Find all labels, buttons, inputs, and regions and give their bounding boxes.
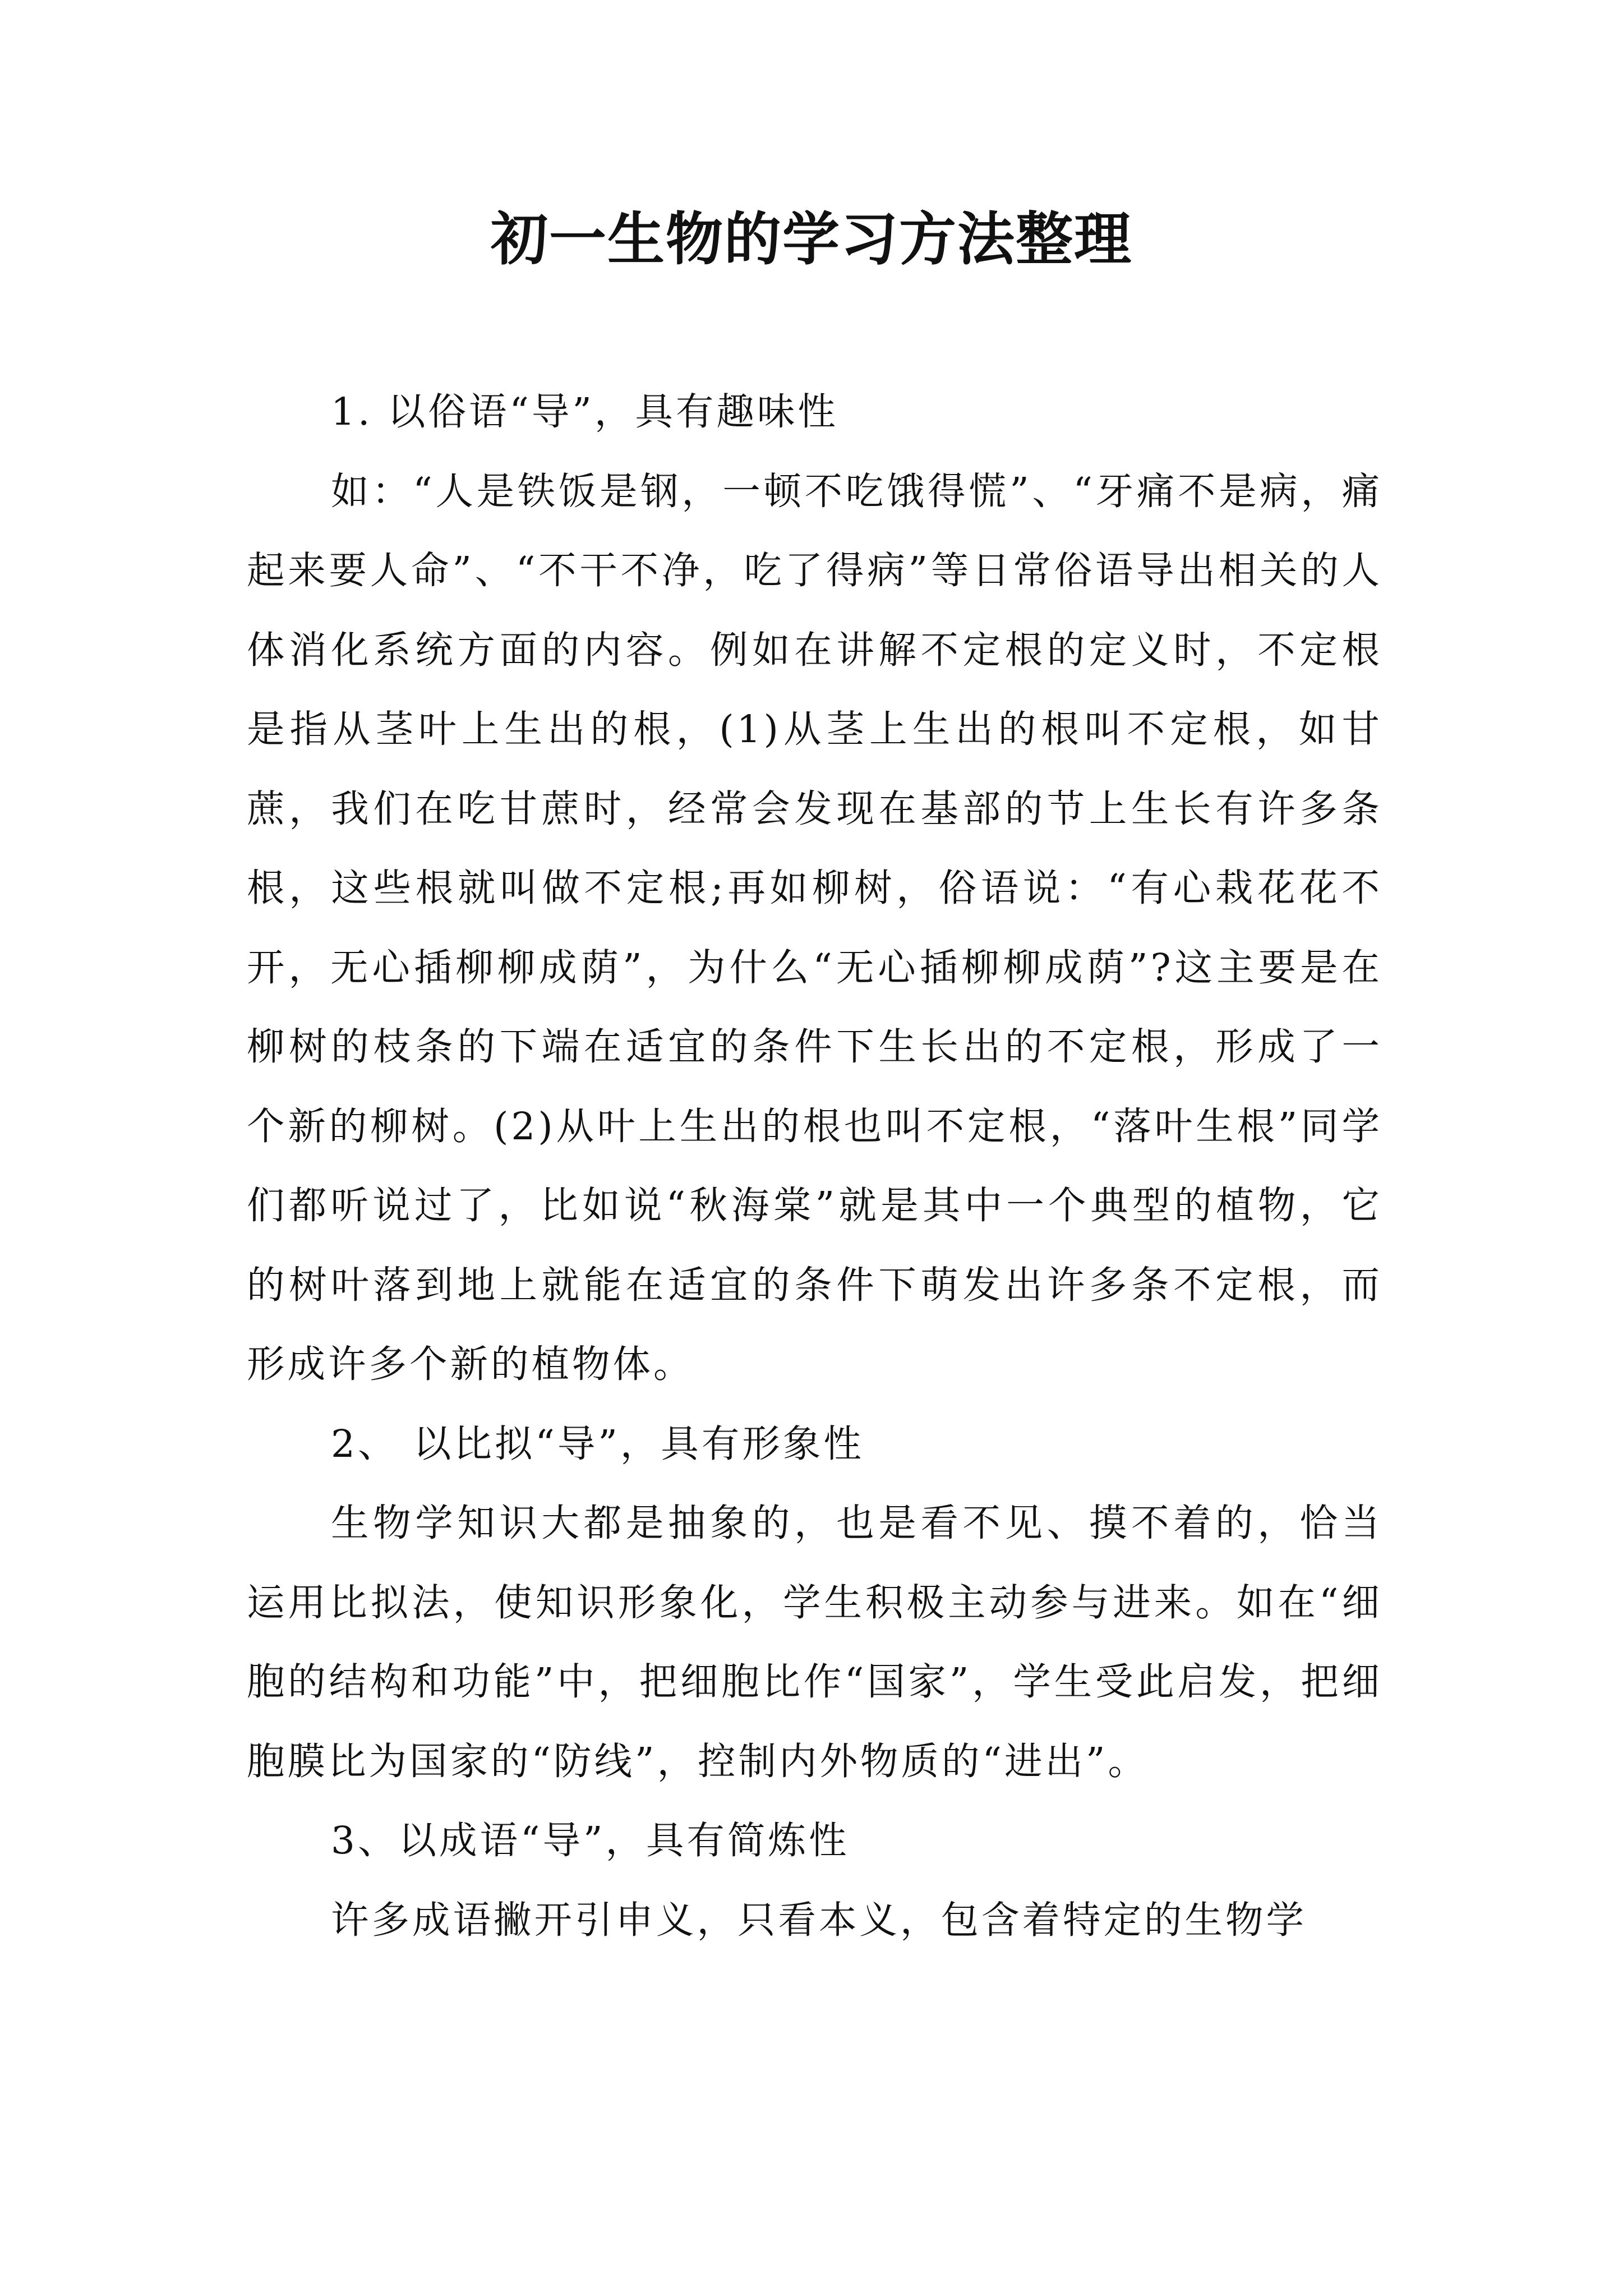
heading-folk-sayings: 1. 以俗语“导”，具有趣味性 — [331, 389, 838, 434]
paragraph-idioms: 许多成语撇开引申义，只看本义，包含着特定的生物学 — [331, 1897, 1307, 1942]
heading-analogy: 2、 以比拟“导”，具有形象性 — [331, 1421, 864, 1466]
paragraph-folk-sayings: 如：“人是铁饭是钢，一顿不吃饿得慌”、“牙痛不是病，痛起来要人命”、“不干不净，吃了得病”等日常俗语导出相关的人体消化系统方面的内容。例如在讲解不定根的定义时，不定根是指从茎叶上生出的根，(1)从茎上生出的根叫不定根，如甘蔗，我们在吃甘蔗时，经常会发现在基部的节上生长有许多条根，这些根就叫做不定根;再如柳树，俗语说：“有心栽花花不开，无心插柳柳成荫”，为什么“无心插柳柳成荫”?这主要是在柳树的枝条的下端在适宜的条件下生长出的不定根，形成了一个新的柳树。(2)从叶上生出的根也叫不定根，“落叶生根”同学们都听说过了，比如说“秋海棠”就是其中一个典型的植物，它的树叶落到地上就能在适宜的条件下萌发出许多条不定根，而形成许多个新的植物体。 — [247, 468, 1382, 1386]
document-title: 初一生物的学习方法整理 — [491, 206, 1132, 273]
document-body — [247, 372, 1382, 1959]
heading-idioms: 3、以成语“导”，具有简炼性 — [331, 1818, 850, 1862]
paragraph-analogy: 生物学知识大都是抽象的，也是看不见、摸不着的，恰当运用比拟法，使知识形象化，学生积极主动参与进来。如在“细胞的结构和功能”中，把细胞比作“国家”，学生受此启发，把细胞膜比为国家的“防线”，控制内外物质的“进出”。 — [247, 1501, 1382, 1783]
